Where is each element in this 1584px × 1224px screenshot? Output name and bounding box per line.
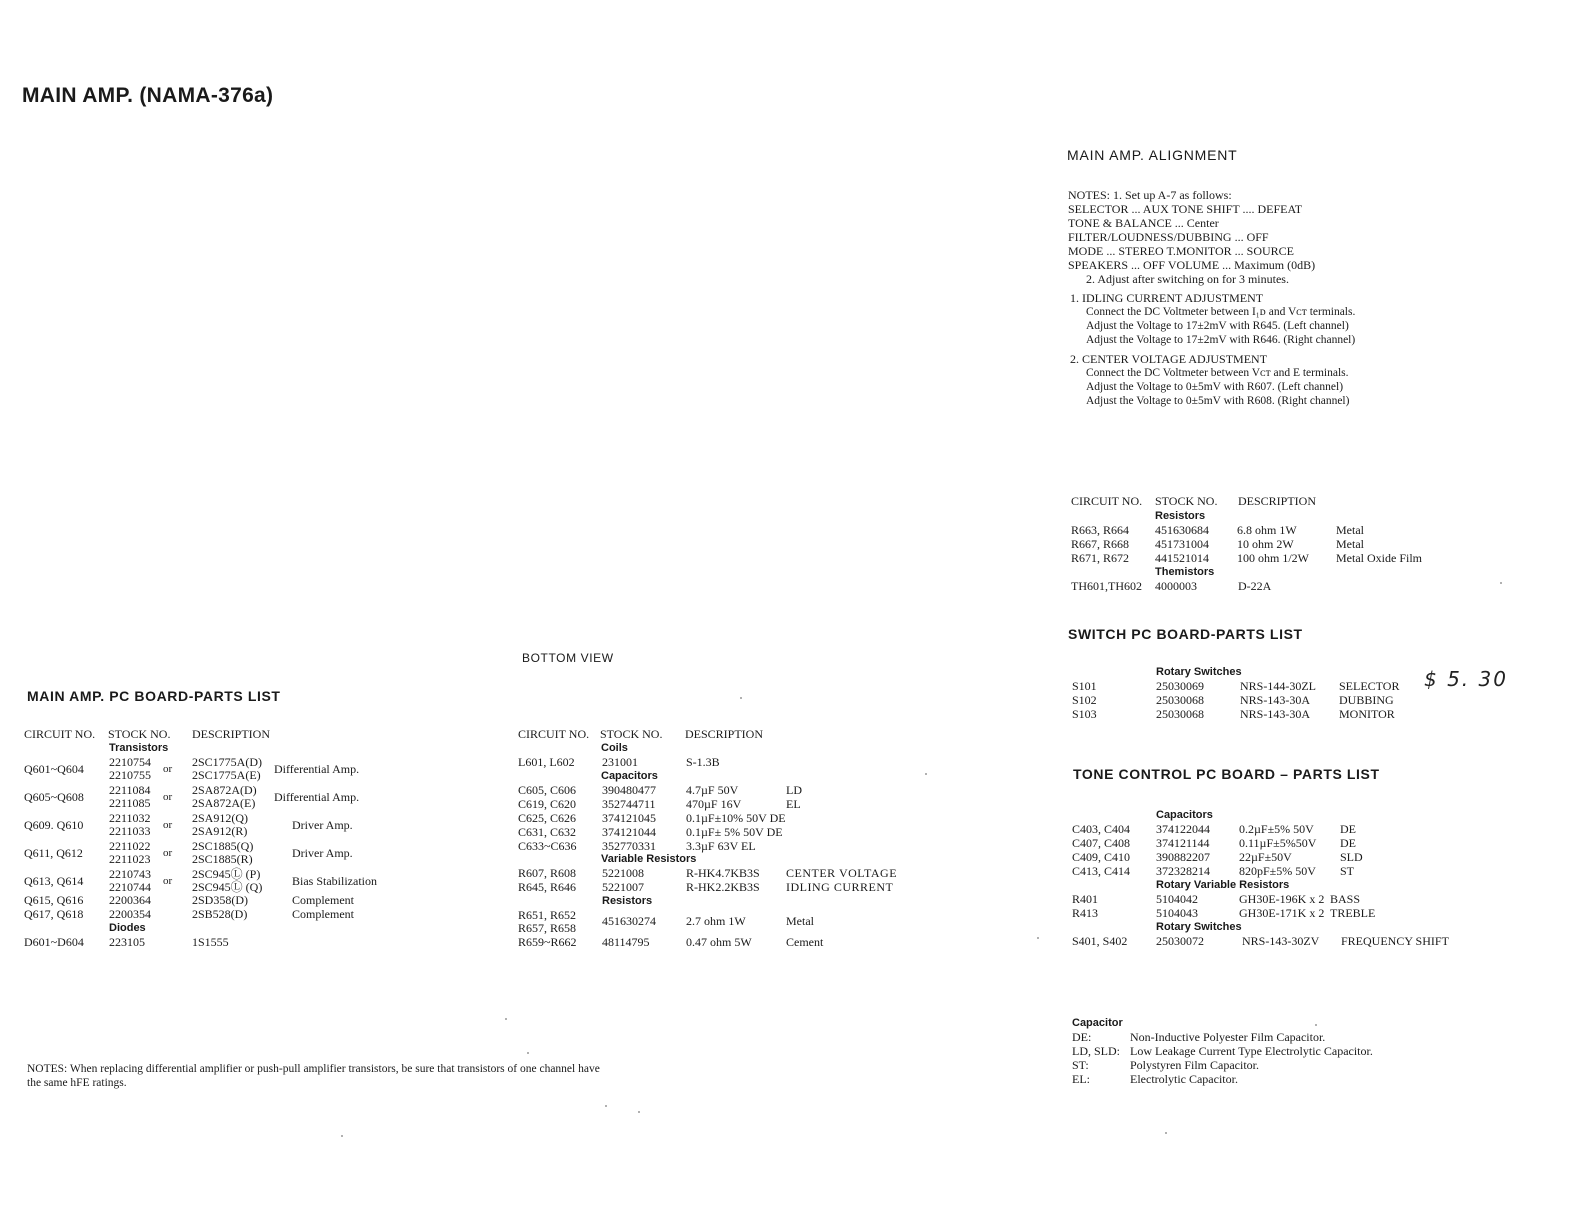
cell: S103 [1072,707,1097,721]
step-line: Adjust the Voltage to 17±2mV with R645. (Left channel) [1086,320,1349,332]
cell: GH30E-171K x 2 [1239,906,1325,920]
cell: 0.1µF± 5% 50V DE [686,825,783,839]
table-row [24,783,424,811]
note-line: NOTES: When replacing differential amplifier or push-pull amplifier transistors, be sure that transistors of one channel have [27,1063,600,1075]
cell: Metal [786,914,814,928]
cell: 2211023 [109,852,151,866]
subheading: Coils [601,742,628,754]
col-header: DESCRIPTION [192,727,271,741]
cell: 374121044 [602,825,656,839]
cell: S401, S402 [1072,934,1128,948]
cell: DUBBING [1339,693,1394,707]
cell: C625, C626 [518,811,577,825]
cell: 25030068 [1156,707,1204,721]
speck [925,773,927,775]
cell: BASS [1330,892,1361,906]
cell: 48114795 [602,935,650,949]
bottom-view-label: BOTTOM VIEW [522,651,614,665]
cell: or [163,819,173,831]
cell: S102 [1072,693,1097,707]
table-row [24,839,424,867]
col-header: DESCRIPTION [685,727,764,741]
col-header: STOCK NO. [108,727,171,741]
cell: Cement [786,935,824,949]
cell: Bias Stabilization [292,874,377,888]
cell: 2SC945Ⓛ (Q) [192,880,263,894]
page-title: MAIN AMP. (NAMA-376a) [22,84,274,107]
cell: C413, C414 [1072,864,1131,878]
cell: ST [1340,864,1355,878]
cell: 2211033 [109,824,151,838]
cell: SLD [1340,850,1363,864]
subheading: Transistors [109,742,169,754]
col-header: STOCK NO. [1155,494,1218,508]
step-title: 2. CENTER VOLTAGE ADJUSTMENT [1070,352,1268,366]
cell: C407, C408 [1072,836,1131,850]
cell: 6.8 ohm 1W [1237,523,1297,537]
main-parts-table [24,727,424,952]
cell: 352770331 [602,839,656,853]
cell: 470µF 16V [686,797,742,811]
center-voltage-step [1070,352,1349,408]
cell: 2SC1775A(D) [192,755,263,769]
cell: 22µF±50V [1239,850,1292,864]
cell: 2SA912(R) [192,824,248,838]
capacitor-legend [1072,1016,1492,1096]
col-header: CIRCUIT NO. [24,727,96,741]
cell: Metal Oxide Film [1336,551,1422,565]
cell: Q601~Q604 [24,762,84,776]
cell: R401 [1072,892,1099,906]
cell: 2SC945Ⓛ (P) [192,867,261,881]
cell: 25030068 [1156,693,1204,707]
middle-parts-table [518,727,938,952]
cell: SELECTOR [1339,679,1400,693]
cell: Q615, Q616 [24,893,84,907]
cell: C403, C404 [1072,822,1131,836]
alignment-note-line: SELECTOR ... AUX TONE SHIFT .... DEFEAT [1068,202,1303,216]
speck [605,1105,607,1107]
cell: 352744711 [602,797,656,811]
cell: 2211084 [109,783,151,797]
cell: D601~D604 [24,935,84,949]
note-line: the same hFE ratings. [27,1077,127,1089]
cell: C633~C636 [518,839,577,853]
cell: NRS-143-30A [1240,707,1311,721]
subheading: Diodes [109,922,146,934]
cell: 5221007 [602,880,644,894]
speck [1165,1132,1167,1134]
cell: Differential Amp. [274,762,360,776]
cell: Driver Amp. [292,818,353,832]
speck [341,1135,343,1137]
cell: 390480477 [602,783,656,797]
cell: S-1.3B [686,755,720,769]
cell: Q611, Q612 [24,846,83,860]
legend-code: LD, SLD: [1072,1044,1120,1058]
cell: C619, C620 [518,797,577,811]
cell: 1S1555 [192,935,229,949]
cell: 100 ohm 1/2W [1237,551,1309,565]
switch-board-heading: SWITCH PC BOARD-PARTS LIST [1068,626,1303,642]
cell: 2SB528(D) [192,907,248,921]
subheading: Capacitors [1156,809,1213,821]
cell: 2210743 [109,867,151,881]
cell: or [163,875,173,887]
cell: D-22A [1238,579,1272,593]
speck [1500,582,1502,584]
subheading: Resistors [1155,510,1206,522]
cell: R671, R672 [1071,551,1130,565]
col-header: CIRCUIT NO. [1071,494,1143,508]
alignment-heading: MAIN AMP. ALIGNMENT [1067,147,1238,163]
cell: or [163,763,173,775]
legend-code: EL: [1072,1072,1090,1086]
cell: EL [786,797,801,811]
cell: S101 [1072,679,1097,693]
tone-parts-table [1072,808,1492,953]
cell: 451630684 [1155,523,1209,537]
table-row [24,867,424,895]
legend-code: DE: [1072,1030,1092,1044]
legend-desc: Polystyren Film Capacitor. [1130,1058,1259,1072]
cell: 2SC1885(R) [192,852,253,866]
cell: 25030069 [1156,679,1204,693]
cell: R-HK4.7KB3S [686,866,760,880]
legend-code: ST: [1072,1058,1089,1072]
col-header: CIRCUIT NO. [518,727,590,741]
cell: C605, C606 [518,783,577,797]
speck [1037,937,1039,939]
cell: NRS-144-30ZL [1240,679,1316,693]
cell: 4000003 [1155,579,1197,593]
alignment-note-line: NOTES: 1. Set up A-7 as follows: [1068,188,1232,202]
cell: LD [786,783,802,797]
cell: 5104043 [1156,906,1198,920]
cell: TREBLE [1330,906,1376,920]
cell: Q605~Q608 [24,790,84,804]
legend-desc: Non-Inductive Polyester Film Capacitor. [1130,1030,1326,1044]
handwritten-price: $ 5. 30 [1424,667,1508,691]
subheading: Capacitors [601,770,658,782]
cell: 451731004 [1155,537,1209,551]
col-header: DESCRIPTION [1238,494,1317,508]
idling-current-step [1070,291,1355,347]
cell: NRS-143-30A [1240,693,1311,707]
cell: 25030072 [1156,934,1204,948]
subheading: Rotary Switches [1156,666,1242,678]
cell: Complement [292,893,354,907]
cell: Q617, Q618 [24,907,84,921]
cell: 374121144 [1156,836,1210,850]
legend-desc: Low Leakage Current Type Electrolytic Capacitor. [1130,1044,1373,1058]
cell: 2SC1775A(E) [192,768,261,782]
table-row [518,908,938,936]
cell: 5221008 [602,866,644,880]
cell: 3.3µF 63V EL [686,839,756,853]
subheading: Variable Resistors [601,853,697,865]
tone-board-heading: TONE CONTROL PC BOARD – PARTS LIST [1073,766,1380,782]
alignment-note-line: FILTER/LOUDNESS/DUBBING ... OFF [1068,230,1269,244]
cell: 231001 [602,755,638,769]
alignment-note-line: TONE & BALANCE ... Center [1068,216,1219,230]
cell: 2SD358(D) [192,893,248,907]
cell: 820pF±5% 50V [1239,864,1316,878]
legend-desc: Electrolytic Capacitor. [1130,1072,1238,1086]
cell: 10 ohm 2W [1237,537,1294,551]
step-line: Connect the DC Voltmeter between Vᴄᴛ and E terminals. [1086,367,1349,379]
step-line: Adjust the Voltage to 0±5mV with R608. (Right channel) [1086,395,1350,407]
cell: Differential Amp. [274,790,360,804]
cell: CENTER VOLTAGE [786,866,898,880]
cell: NRS-143-30ZV [1242,934,1320,948]
cell: R657, R658 [518,921,577,935]
cell: L601, L602 [518,755,575,769]
cell: 441521014 [1155,551,1209,565]
cell: R413 [1072,906,1099,920]
step-line: Adjust the Voltage to 0±5mV with R607. (Left channel) [1086,381,1344,393]
cell: 390882207 [1156,850,1210,864]
cell: 0.11µF±5%50V [1239,836,1317,850]
cell: C631, C632 [518,825,577,839]
cell: R-HK2.2KB3S [686,880,760,894]
alignment-note-line: MODE ... STEREO T.MONITOR ... SOURCE [1068,244,1295,258]
cell: FREQUENCY SHIFT [1341,934,1449,948]
cell: 374122044 [1156,822,1210,836]
cell: Metal [1336,537,1364,551]
speck [638,1111,640,1113]
cell: 374121045 [602,811,656,825]
col-header: STOCK NO. [600,727,663,741]
alignment-note-line: SPEAKERS ... OFF VOLUME ... Maximum (0dB) [1068,258,1316,272]
replacement-note [27,1062,600,1090]
cell: 5104042 [1156,892,1198,906]
cell: 2200354 [109,907,151,921]
subheading: Rotary Variable Resistors [1156,879,1290,891]
cell: DE [1340,822,1356,836]
cell: 2SC1885(Q) [192,839,254,853]
cell: 451630274 [602,914,656,928]
cell: 0.2µF±5% 50V [1239,822,1314,836]
subheading: Rotary Switches [1156,921,1242,933]
cell: 2211022 [109,839,151,853]
cell: or [163,791,173,803]
cell: Q609. Q610 [24,818,84,832]
step-line: Connect the DC Voltmeter between I₁ᴅ and Vᴄᴛ terminals. [1086,306,1356,318]
cell: 2210744 [109,880,151,894]
cell: Complement [292,907,354,921]
cell: R645, R646 [518,880,577,894]
subheading: Resistors [602,895,653,907]
cell: 2200364 [109,893,151,907]
speck [527,1052,529,1054]
alignment-note-line: 2. Adjust after switching on for 3 minutes. [1086,272,1289,286]
cell: 2211085 [109,796,151,810]
cell: or [163,847,173,859]
cell: 0.1µF±10% 50V DE [686,811,786,825]
cell: 223105 [109,935,145,949]
cell: Q613, Q614 [24,874,84,888]
cell: 2SA872A(E) [192,796,256,810]
subheading: Themistors [1155,566,1215,578]
cell: 0.47 ohm 5W [686,935,752,949]
cell: R607, R608 [518,866,577,880]
cell: R663, R664 [1071,523,1130,537]
cell: 372328214 [1156,864,1210,878]
speck [505,1018,507,1020]
cell: 4.7µF 50V [686,783,739,797]
cell: R667, R668 [1071,537,1130,551]
legend-title: Capacitor [1072,1017,1123,1029]
cell: 2SA912(Q) [192,811,248,825]
cell: C409, C410 [1072,850,1131,864]
table-row [24,811,424,839]
cell: TH601,TH602 [1071,579,1142,593]
cell: IDLING CURRENT [786,880,894,894]
main-board-heading: MAIN AMP. PC BOARD-PARTS LIST [27,688,281,704]
cell: MONITOR [1339,707,1395,721]
cell: Metal [1336,523,1364,537]
cell: DE [1340,836,1356,850]
cell: 2SA872A(D) [192,783,257,797]
step-title: 1. IDLING CURRENT ADJUSTMENT [1070,291,1264,305]
table-row [24,755,424,783]
resistor-parts-table [1071,494,1491,604]
cell: 2210754 [109,755,151,769]
step-line: Adjust the Voltage to 17±2mV with R646. (Right channel) [1086,334,1356,346]
cell: GH30E-196K x 2 [1239,892,1325,906]
speck [1315,1024,1317,1026]
speck [740,697,742,699]
cell: 2.7 ohm 1W [686,914,746,928]
cell: Driver Amp. [292,846,353,860]
cell: R651, R652 [518,908,577,922]
cell: R659~R662 [518,935,577,949]
cell: 2210755 [109,768,151,782]
cell: 2211032 [109,811,151,825]
alignment-notes [1068,188,1315,286]
